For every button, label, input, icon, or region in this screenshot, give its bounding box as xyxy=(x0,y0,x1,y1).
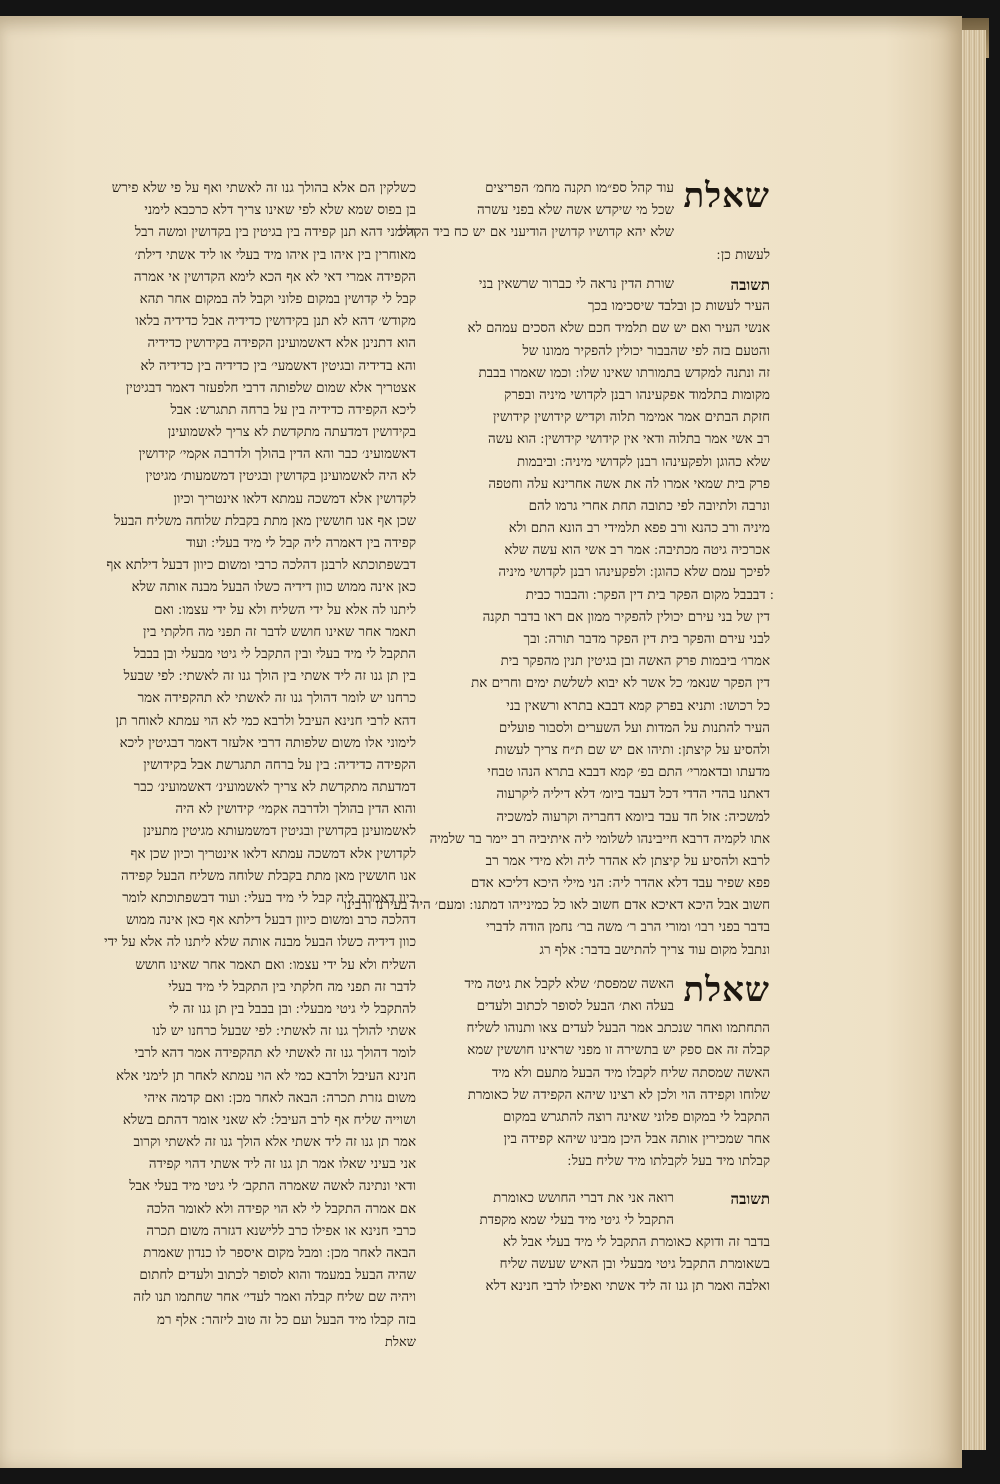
teshuvah-1-line: שורת הדין נראה לי כברור שרשאין בני xyxy=(478,277,674,292)
teshuvah-1-line: פרק בית שמאי אמרו לה את אשה אחרינא עלה וחטפה xyxy=(488,476,770,492)
left-column-line: שהיה הבעל במעמד והוא לסופר לכתוב ולעדים לחתום xyxy=(139,1268,416,1284)
teshuvah-1-line: בדבר בפני רבו׳ ומורי הרב ר׳ משה בר׳ נחמן הודה לדברי xyxy=(485,920,770,936)
left-column-line: בזה קבלו מיד הבעל ועם כל זה טוב ליזהר ׃ אלף רמ xyxy=(156,1312,416,1328)
left-column-line: הבאה לאחר מכן ׃ ומבל מקום איספר לו כנדון שאמרת xyxy=(143,1246,416,1261)
left-column-line: אצטריך אלא שמום שלפותה דרבי חלפעזר דאמר דבגיטין xyxy=(125,380,416,396)
left-column-line: לקדושין אלא דמשכה עמתא דלאו אינטריך וכיון שכן אף xyxy=(130,846,416,862)
teshuvah-1-line: ונתבל מקום עוד צריך להתישב בדבר ׃ אלף רג xyxy=(539,942,770,958)
sheelah-2-line: קבלה זה אם ספק יש בתשירה זו מפני שראינו חוששין שמא xyxy=(467,1043,770,1059)
left-column-line: לימוני אלו משום שלפותה דרבי אלעזר דאמר דבגיטין ליכא xyxy=(119,735,416,751)
sheelah-2-line: שלוחו וקפידה הוי ולכן לא רצינו שיהא הקפידה של כאומרת xyxy=(467,1087,770,1103)
teshuvah-1-line: חשוב אבל היכא דאיכא אדם חשוב לאו כל כמינייהו דמתנו ׃ ומעם׳ היה בעירנו ורבינו xyxy=(343,898,770,914)
left-column-line: הקפידה כדידיה ׃ בין על ברחה תתגרשת אבל בקידושין xyxy=(143,757,416,773)
left-column-line: השליח ולא על ידי עצמו ׃ ואם תאמר אחר שאינו חושש xyxy=(135,957,416,973)
left-column-line: ודאי ונתינה לאשה שאמרה התקב׳ לי גיטי מיד בעלי אבל xyxy=(129,1179,416,1195)
left-column-line: כרבי חנינא או אפילו כרב ללישנא דגזרה משום תכרה xyxy=(146,1223,416,1239)
teshuvah-1-line: לרבא ולהסיע על קיצתן לא אהדר ליה ולא מידי אמר רב xyxy=(485,853,770,869)
left-column-line: לאשמועינן בקדושין ובגיטין דמשמעותא מגיטין מתעינן xyxy=(143,824,416,840)
sheelah-2-line: בעלה ואת׳ הבעל לסופר לכתוב ולעדים xyxy=(476,999,674,1014)
teshuvah-1-line: רב אשי אמר בתלוה ודאי אין קידושי קידושין ׃ הוא עשה xyxy=(488,432,770,448)
left-column-line: אשתי להולך גנו זה לאשתי ׃ לפי שבעל כרחנו יש לנו xyxy=(152,1024,416,1040)
teshuvah-2 xyxy=(440,1188,770,1299)
teshuvah-1-line: מדעתו ובדאמרי׳ התם בפ׳ קמא דבבא בתרא הנהו טבחי xyxy=(487,765,770,781)
teshuvah-1-line: לבני עירם והפקר בית דין הפקר מדבר תורה ׃ ובך xyxy=(523,632,770,647)
left-column-line: התקבל לי מיד בעלי ובין התקבל לי גיטי מבעלי ובן בבבל xyxy=(133,646,416,662)
left-column-line: הוא דתנינן אלא דאשמועינן הקפידה בקידושין כדידיה xyxy=(147,336,416,352)
left-column-line: קבל לי קדושין במקום פלוני וקבל לה במקום אחר תהא xyxy=(139,291,416,307)
left-column-line: בן בפוס שמא שלא לפי שאינו צריך דלא כרכבא לימני xyxy=(144,203,416,219)
left-column-line: דבשפתוכתא לרבנן דהלכה כרבי ומשום כיוון דבעל דילתא אף xyxy=(106,558,416,574)
sheelah-1-line: שכל מי שיקדש אשה שלא בפני עשרה xyxy=(476,203,674,219)
teshuvah-1 xyxy=(343,274,770,962)
left-column-line: כשלקין הם אלא בהולך גנו זה לאשתי ואף על פי שלא פירש xyxy=(111,181,416,196)
sheelah-1 xyxy=(400,176,770,268)
left-column-line: דאשמועינ׳ כבר והא הדין בהולך ולדרבה אקמי׳ קידושין xyxy=(138,447,416,463)
teshuvah-2-line: ואלבה ואמר תן גנו זה ליד אשתי ואפילו לרבי חנינא דלא xyxy=(485,1279,770,1295)
teshuvah-1-line: אתו לקמיה דרבא חייבינהו לשלומי ליה איתיביה רב יימר בר שלמיה xyxy=(429,831,770,847)
teshuvah-1-line: למשכיה ׃ אזל חד עבד ביומא דחבריה וקרעוה למשכיה xyxy=(496,809,770,825)
teshuvah-1-heading: תשובה xyxy=(730,276,770,294)
teshuvah-1-line: מיניה ורב כהנא ורב פפא תלמידי רב הונא התם ולא xyxy=(508,521,770,537)
sheelah-1-line: לעשות כן ׃ xyxy=(716,247,770,263)
left-column-line: דהא לרבי חנינא העיבל ולרבא כמי לא הוי עמתא לאוחר תן xyxy=(115,713,416,729)
teshuvah-1-line: ונרבה ולתיובה לפי כתובה תחת אחרי גרמו להם xyxy=(528,498,770,514)
left-column-line: כאן אינה ממוש כוון דידיה כשלו הבעל מבנה אותה שלא xyxy=(131,580,416,596)
left-column-line: מקודש׳ דהא לא תנן בקידושין כדידיה אבל כדידיה בלאו xyxy=(135,314,416,330)
teshuvah-2-line: בדבר זה ודוקא כאומרת התקבל לי מיד בעלי אבל לא xyxy=(502,1234,770,1250)
teshuvah-1-line: זה ונתנה למקדש בתמורתו שאינו שלו ׃ וכמו שאמרו בבבת xyxy=(478,365,770,381)
right-column xyxy=(343,176,770,1298)
left-column-line: בקידושין דמדעתה מתקדשת לא צריך לאשמועינן xyxy=(167,425,416,441)
left-column-line: הקפידה אמרי דאי לא אף הכא לימא הקדושין אי אמרה xyxy=(133,269,416,285)
left-column-line: ליכא הקפידה כדידיה בין על ברחה תתגרש ׃ אבל xyxy=(170,402,416,418)
teshuvah-1-line: דין של בני עירם יכולין להפקיר ממון אם ראו בדבר תקנה xyxy=(482,609,770,625)
left-column-line: והוא הדין בהולך ולדרבה אקמי׳ קידושין לא היה xyxy=(175,802,416,818)
sheelah-2-heading: שאלת xyxy=(683,969,770,1010)
sheelah-1-heading: שאלת xyxy=(683,176,770,216)
teshuvah-1-line: ׃ דבבבל מקום הפקר בית דין הפקר ׃ והבבור כבית xyxy=(525,587,770,603)
teshuvah-1-line: דין הפקר שנאמ׳ כל אשר לא יבוא לשלשת ימים וחרים את xyxy=(471,676,770,692)
left-column-line: דהלכה כרב ומשום כיוון דבעל דילתא אף כאן אינה ממוש xyxy=(126,913,416,929)
left-column-line: והא בדידיה ובגיטין דאשמעי׳ בין כדידיה בין כדידיה לא xyxy=(140,358,416,374)
left-column-line: משום גזרת תכרה ׃ הבאה לאחר מכן ׃ ואם קדמה איהי xyxy=(143,1090,416,1106)
left-column-line: מאוחרין בין איהו בין איהו מיד בעלי או ליד אשתי דילת׳ xyxy=(134,247,416,263)
left-column-line: כוון דידיה כשלו הבעל מבנה אותה שלא ליתנו לה אלא על ידי xyxy=(104,935,416,951)
sheelah-2-line: האשה שמסתה שליח לקבלו מיד הבעל מתעם ולא מיד xyxy=(491,1065,770,1081)
left-column-line: חנינא העיבל ולרבא כמי לא הוי עמתא לאחר תן לימני אלא xyxy=(116,1068,416,1084)
left-column-line: קפידה בין דאמרה ליה קבל לי מיד בעלי ׃ ועוד xyxy=(186,536,416,551)
left-column-line: אמר תן גנו זה ליד אשתי אלא הולך גנו זה לאשתי וקרוב xyxy=(133,1135,416,1151)
teshuvah-1-line: אכרכיה גיטה מכתיבה ׃ אמר רב אשי הוא עשה שלא xyxy=(504,543,770,559)
teshuvah-1-line: העיר להתנות על המדות ועל השערים ולסבור פועלים xyxy=(498,720,770,736)
left-column-line: כרחנו יש לומר דהולך גנו זה לאשתי לא תהקפידה אמר xyxy=(137,691,416,707)
teshuvah-1-line: לפיכך עמם שלא כהוגן ׃ ולפקעינהו רבנן לקדושי מיניה xyxy=(498,565,770,581)
left-column-line: לומר דהולך גנו זה לאשתי לא תהקפידה אמר דהא לרבי xyxy=(134,1046,416,1062)
teshuvah-1-line: דאתנו בהדי הדדי דכל דעבד ביומ׳ דלא דיליה ליקרעוה xyxy=(496,787,770,803)
teshuvah-2-line: התקבל לי גיטי מיד בעלי שמא מקפדת xyxy=(479,1212,674,1228)
teshuvah-1-line: חזקת הבתים אמר אמימר תלוה וקדיש קידושין קידושין xyxy=(492,410,770,426)
left-column-line: ולימני דהא תנן קפידה בין בגיטין בין בקדושין ומשה רבל xyxy=(134,225,416,241)
left-column-line: בין תן גנו זה ליד אשתי בין הולך גנו זה לאשתי ׃ לפי שבעל xyxy=(123,669,416,685)
left-column-line: לא היה לאשמועינן בקדושין ובגיטין דמשמעות׳ מגיטין xyxy=(145,469,416,485)
left-column-line: ושוייה שליח אף לרב העיבל ׃ לא שאני אומר דהתם בשלא xyxy=(122,1112,416,1128)
teshuvah-1-line: שלא כהוגן ולפקעינהו רבנן לקדושי מיניה ׃ וביבמות xyxy=(516,454,770,470)
sheelah-2-line: אחר שמכירין אותה אבל היכן מבינו שיהא קפידה בין xyxy=(503,1132,770,1148)
left-column-line: כיון דאמרה ליה קבל לי מיד בעלי ׃ ועוד דבשפתוכתא לומר xyxy=(122,891,416,906)
left-column-line: שכן אף אנו חוששין מאן מתת בקבלת שלוחה משליח הבעל xyxy=(114,513,416,529)
teshuvah-1-line: אנשי העיר ואם יש שם תלמיד חכם שלא הסכים עמהם לא xyxy=(467,321,770,337)
left-column-line: ליתנו לה אלא על ידי השליח ולא על ידי עצמו ׃ ואם xyxy=(154,602,416,618)
teshuvah-1-line: ולהסיע על קיצתן ׃ ותיהו אם יש שם ת״ח צריך לעשות xyxy=(494,742,770,758)
left-column-line: לקדושין אלא דמשכה עמתא דלאו אינטריך וכיון xyxy=(173,491,416,507)
sheelah-2 xyxy=(440,969,770,1174)
left-column-line: תאמר אחר שאינו חושש לדבר זה תפני מה חלקתי בין xyxy=(143,624,416,640)
teshuvah-1-line: מקומות בתלמוד אפקעינהו רבנן לקדושי מיניה ובפרק xyxy=(504,387,770,403)
teshuvah-1-line: והטעם בזה לפי שהבבור יכולין להפקיר ממונו של xyxy=(522,343,770,359)
teshuvah-2-heading: תשובה xyxy=(730,1189,770,1208)
teshuvah-2-line: בשאומרת התקבל גיטי מבעלי ובן האיש שעשה שליח xyxy=(499,1257,770,1273)
left-column-line: ויהיה שם שליח קבלה ואמר לעדי׳ אחר שחתמו תנו לזה xyxy=(133,1290,416,1306)
sheelah-2-line: התחתמו ואחר שנכתב אמר הבעל לעדים צאו ותנוהו לשליח xyxy=(466,1021,770,1037)
teshuvah-1-line: כל רכושו ׃ ותניא בפרק קמא דבבא בתרא ורשאין בני xyxy=(506,698,770,714)
sheelah-1-line: שלא יהא קדושיו קדושין הודיעני אם יש כח ביד הקהל xyxy=(400,225,674,241)
left-column-line: דמדעתה מתקדשת לא צריך לאשמועינ׳ דאשמועינ׳ כבר xyxy=(133,780,416,796)
left-column-line: אנו חוששין מאן מתת בקבלת שלוחה משליח הבעל קפידה xyxy=(120,868,416,884)
left-column-line: להתקבל לי גיטי מבעלי ׃ ובן בבבל בין תן גנו זה לי xyxy=(168,1001,416,1017)
teshuvah-1-line: אמרו׳ ביבמות פרק האשה ובן בגיטין תנין מהפקר בית xyxy=(500,654,770,670)
sheelah-1-line: עוד קהל ספ״מו תקנה מחמ׳ הפריצים xyxy=(485,181,674,196)
left-column-line: אם אמרה התקבל לי לא הוי קפידה ולא לאומר הלכה xyxy=(146,1201,416,1217)
left-column-line: אני בעיני שאלו אמר תן גנו זה ליד אשתי דהוי קפידה xyxy=(148,1157,416,1173)
catchword: שאלת xyxy=(384,1334,416,1350)
left-column-line: לדבר זה תפני מה חלקתי בין התקבל לי מיד בעלי xyxy=(168,979,416,995)
sheelah-2-line: קבלתו מיד בעל לקבלתו מיד שליח בעל ׃ xyxy=(567,1154,770,1170)
teshuvah-2-line: רואה אני את דברי החושש כאומרת xyxy=(493,1190,674,1206)
sheelah-2-line: האשה שמפסת׳ שלא לקבל את גיטה מיד xyxy=(464,976,674,992)
teshuvah-1-line: פפא שפיר עבד דלא אהדר ליה ׃ הני מילי היכא דליכא אדם xyxy=(470,876,770,892)
book-page xyxy=(0,16,962,1468)
teshuvah-1-line: העיר לעשות כן ובלבד שיסכימו בכך xyxy=(587,299,770,315)
sheelah-2-line: התקבל לי במקום פלוני שאינה רוצה להתגרש במקום xyxy=(503,1109,770,1125)
left-column xyxy=(80,178,416,1354)
